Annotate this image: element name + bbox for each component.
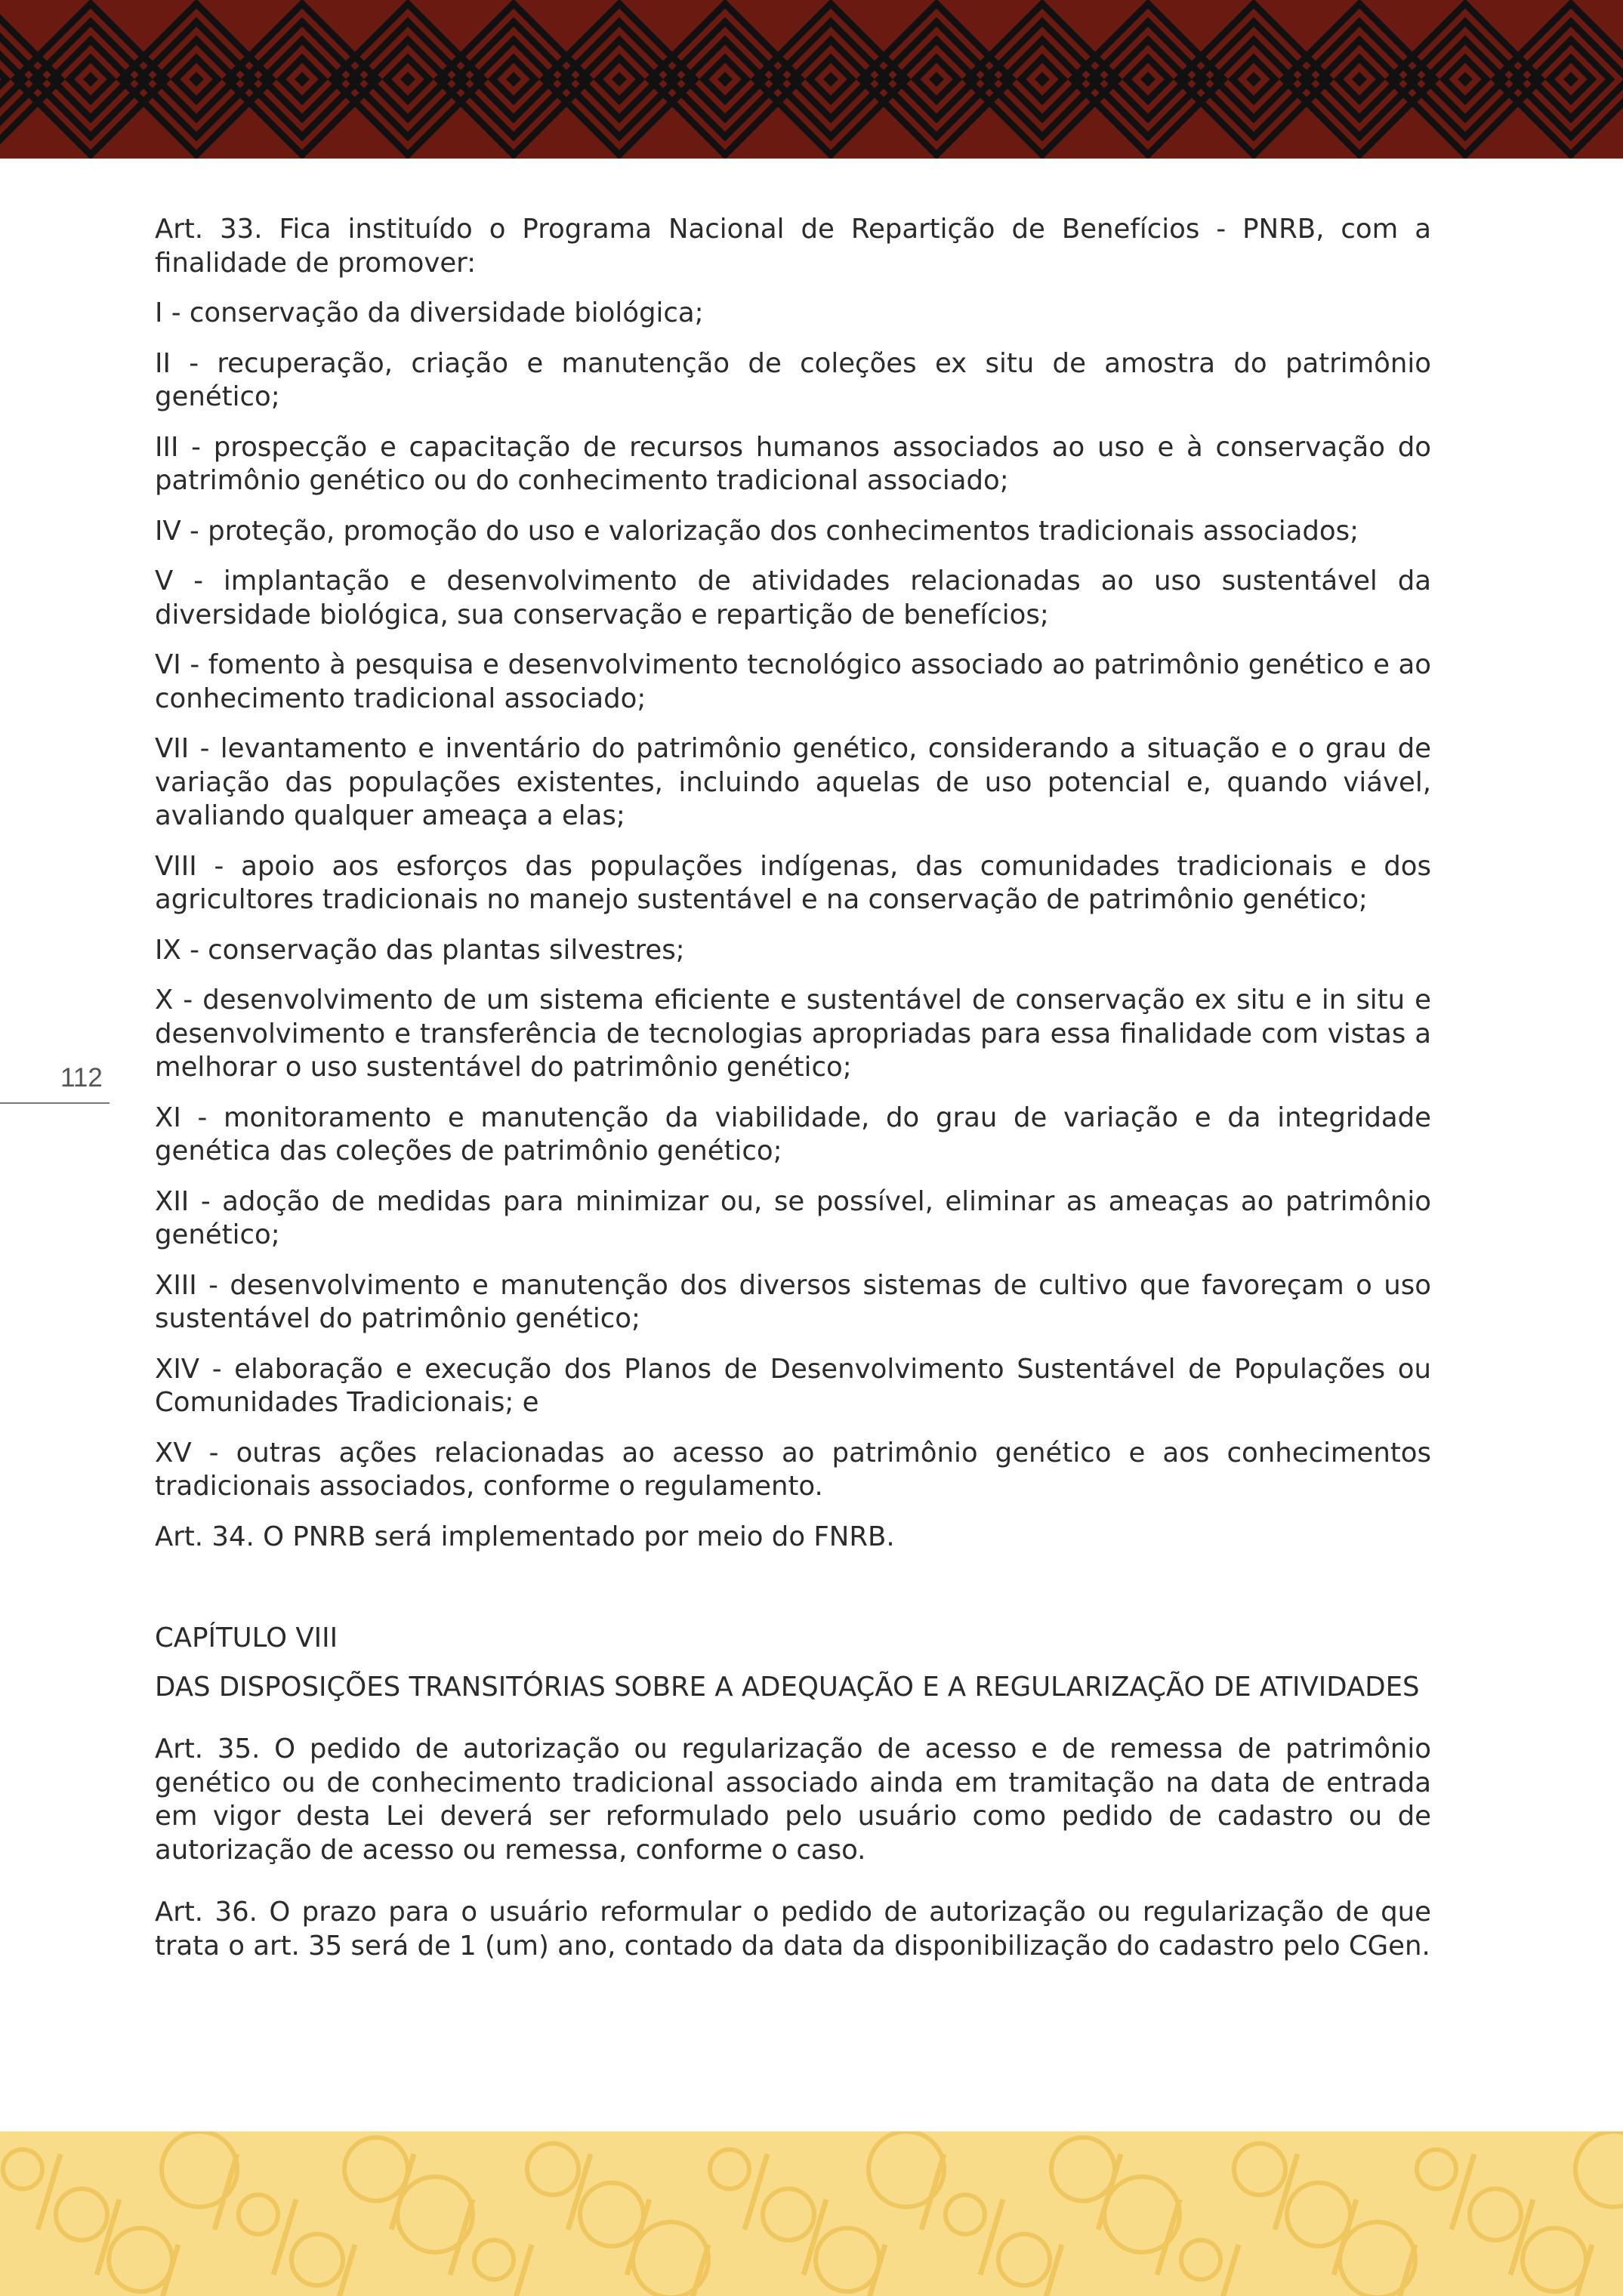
header-pattern-graphic [0, 0, 1623, 159]
footer-pattern-band [0, 2131, 1623, 2296]
paragraph-art-36: Art. 36. O prazo para o usuário reformular o pedido de autorização ou regularização de que trata o art. 35 será de 1 (um) ano, contado da data da disponibilização do cadastro pelo CGen. [155, 1897, 1431, 1962]
paragraph-item-ii: II - recuperação, criação e manutenção de coleções ex situ de amostra do patrimônio genético; [155, 347, 1431, 412]
paragraph-art-35: Art. 35. O pedido de autorização ou regularização de acesso e de remessa de patrimônio genético ou de conhecimento tradicional associado ainda em tramitação na data de entrada em vigor desta Lei deverá ser reformulado pelo usuário como pedido de cadastro ou de autorização de acesso ou remessa, conforme o caso. [155, 1734, 1431, 1866]
page-number-rule [0, 1102, 110, 1104]
paragraph-item-xiv: XIV - elaboração e execução dos Planos de Desenvolvimento Sustentável de Populações ou Comunidades Tradicionais; e [155, 1353, 1431, 1418]
paragraph-item-x: X - desenvolvimento de um sistema eficiente e sustentável de conservação ex situ e in situ e desenvolvimento e transferência de tecnologias apropriadas para essa finalidade com vistas a melhorar o uso sustentável do patrimônio genético; [155, 985, 1431, 1083]
document-body [155, 213, 1431, 1980]
paragraph-art-34: Art. 34. O PNRB será implementado por meio do FNRB. [155, 1521, 895, 1552]
paragraph-item-xi: XI - monitoramento e manutenção da viabilidade, do grau de variação e da integridade genética das coleções de patrimônio genético; [155, 1102, 1431, 1166]
paragraph-item-iii: III - prospecção e capacitação de recursos humanos associados ao uso e à conservação do patrimônio genético ou do conhecimento tradicional associado; [155, 431, 1431, 496]
paragraph-item-xv: XV - outras ações relacionadas ao acesso ao patrimônio genético e aos conhecimentos tradicionais associados, conforme o regulamento. [155, 1437, 1431, 1502]
chapter-title: DAS DISPOSIÇÕES TRANSITÓRIAS SOBRE A ADEQUAÇÃO E A REGULARIZAÇÃO DE ATIVIDADES [155, 1671, 1420, 1703]
header-pattern-band [0, 0, 1623, 159]
paragraph-item-xiii: XIII - desenvolvimento e manutenção dos diversos sistemas de cultivo que favoreçam o uso sustentável do patrimônio genético; [155, 1269, 1431, 1334]
paragraph-item-vii: VII - levantamento e inventário do patrimônio genético, considerando a situação e o grau de variação das populações existentes, incluindo aquelas de uso potencial e, quando viável, avaliando qualquer ameaça a elas; [155, 733, 1431, 831]
chapter-number: CAPÍTULO VIII [155, 1623, 338, 1653]
paragraph-art-33: Art. 33. Fica instituído o Programa Nacional de Repartição de Benefícios - PNRB, com a finalidade de promover: [155, 214, 1431, 279]
paragraph-item-viii: VIII - apoio aos esforços das populações indígenas, das comunidades tradicionais e dos agricultores tradicionais no manejo sustentável e na conservação de patrimônio genético; [155, 850, 1431, 915]
paragraph-item-ix: IX - conservação das plantas silvestres; [155, 934, 685, 966]
paragraph-item-xii: XII - adoção de medidas para minimizar ou, se possível, eliminar as ameaças ao patrimônio genético; [155, 1185, 1431, 1250]
paragraph-item-vi: VI - fomento à pesquisa e desenvolvimento tecnológico associado ao patrimônio genético e ao conhecimento tradicional associado; [155, 649, 1431, 714]
paragraph-item-iv: IV - proteção, promoção do uso e valorização dos conhecimentos tradicionais associados; [155, 515, 1359, 547]
paragraph-item-i: I - conservação da diversidade biológica; [155, 297, 704, 328]
page-number: 112 [60, 1063, 103, 1093]
paragraph-item-v: V - implantação e desenvolvimento de atividades relacionadas ao uso sustentável da diversidade biológica, sua conservação e repartição de benefícios; [155, 566, 1431, 630]
footer-pattern-graphic [0, 2131, 1623, 2296]
